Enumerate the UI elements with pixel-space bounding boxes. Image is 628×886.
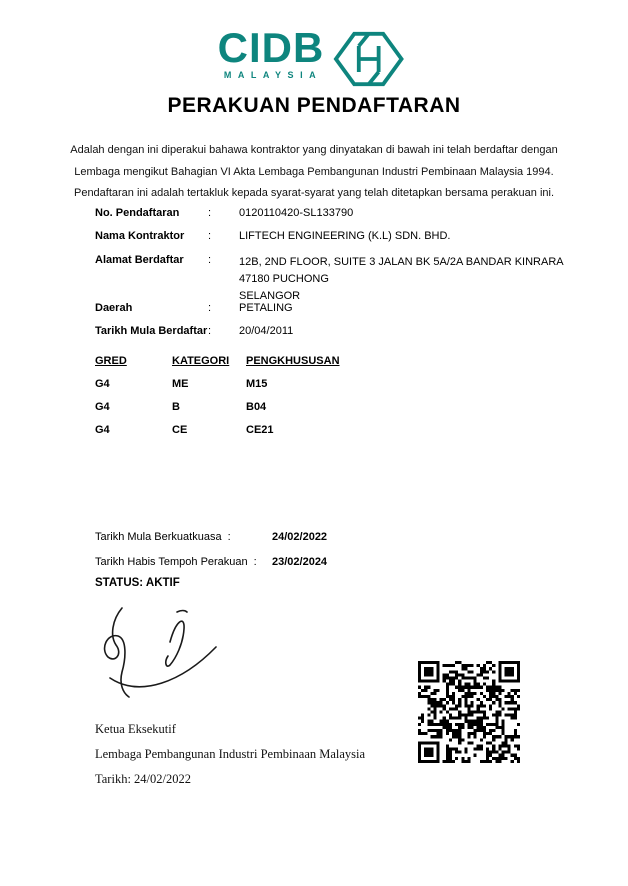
intro-line: Pendaftaran ini adalah tertakluk kepada syarat-syarat yang telah ditetapkan bersama perakuan ini. xyxy=(73,187,555,199)
intro-line: Adalah dengan ini diperakui bahawa kontraktor yang dinyatakan di bawah ini telah berdaftar dengan xyxy=(70,144,558,156)
field-row-alamat-berdaftar xyxy=(95,254,564,305)
cidb-hexagon-h-icon xyxy=(332,30,410,88)
status-text: STATUS: AKTIF xyxy=(95,577,180,589)
field-colon: : xyxy=(208,302,212,314)
address-line: 12B, 2ND FLOOR, SUITE 3 JALAN BK 5A/2A BANDAR KINRARA xyxy=(239,256,564,268)
issue-date: Tarikh: 24/02/2022 xyxy=(95,772,191,786)
field-row-nama-kontraktor xyxy=(95,230,450,242)
intro-paragraph xyxy=(0,140,628,205)
field-colon: : xyxy=(208,325,212,337)
field-colon: : xyxy=(208,207,212,219)
signatory-title: Ketua Eksekutif xyxy=(95,722,176,736)
organization-name: Lembaga Pembangunan Industri Pembinaan Malaysia xyxy=(95,747,366,761)
validity-row-mula xyxy=(95,531,328,543)
field-label: No. Pendaftaran xyxy=(95,207,180,219)
field-value: 20/04/2011 xyxy=(239,325,294,337)
table-cell: M15 xyxy=(246,378,268,390)
cidb-brand-text: CIDB xyxy=(217,24,325,71)
validity-colon: : xyxy=(227,531,231,543)
qr-code xyxy=(418,661,520,763)
table-cell: G4 xyxy=(95,401,110,413)
certificate-title: PERAKUAN PENDAFTARAN xyxy=(167,94,461,117)
address-line: 47180 PUCHONG xyxy=(239,273,329,285)
validity-label: Tarikh Mula Berkuatkuasa xyxy=(95,531,222,543)
cidb-brand-subtext: MALAYSIA xyxy=(223,70,323,80)
signature xyxy=(82,600,222,705)
table-cell: G4 xyxy=(95,378,110,390)
intro-line: Lembaga mengikut Bahagian VI Akta Lembaga Pembangunan Industri Pembinaan Malaysia 1994. xyxy=(74,165,554,178)
table-cell: CE21 xyxy=(246,424,274,436)
validity-label: Tarikh Habis Tempoh Perakuan xyxy=(95,556,248,568)
registration-table xyxy=(95,355,340,436)
field-row-no-pendaftaran xyxy=(95,207,353,219)
address-line: SELANGOR xyxy=(239,290,301,302)
table-cell: B xyxy=(172,401,180,413)
table-header-pengkhususan: PENGKHUSUSAN xyxy=(246,355,340,367)
field-label: Alamat Berdaftar xyxy=(95,254,184,266)
validity-row-habis xyxy=(95,556,328,568)
table-cell: CE xyxy=(172,424,188,436)
table-cell: ME xyxy=(172,378,189,390)
field-row-daerah xyxy=(95,302,293,314)
field-value: PETALING xyxy=(239,302,293,314)
table-header-gred: GRED xyxy=(95,355,127,367)
validity-colon: : xyxy=(253,556,257,568)
validity-value: 23/02/2024 xyxy=(272,556,328,568)
field-value xyxy=(239,254,564,305)
field-label: Tarikh Mula Berdaftar xyxy=(95,325,208,337)
table-cell: G4 xyxy=(95,424,110,436)
validity-value: 24/02/2022 xyxy=(272,531,328,543)
field-value: 0120110420-SL133790 xyxy=(239,207,354,219)
table-cell: B04 xyxy=(246,401,267,413)
field-colon: : xyxy=(208,230,212,242)
field-colon: : xyxy=(208,254,212,266)
field-label: Daerah xyxy=(95,302,133,314)
cidb-logo xyxy=(0,24,628,88)
field-label: Nama Kontraktor xyxy=(95,230,185,242)
field-value: LIFTECH ENGINEERING (K.L) SDN. BHD. xyxy=(239,230,451,242)
field-row-tarikh-mula-berdaftar xyxy=(95,325,293,337)
table-header-kategori: KATEGORI xyxy=(172,355,230,367)
cidb-wordmark xyxy=(217,24,325,80)
